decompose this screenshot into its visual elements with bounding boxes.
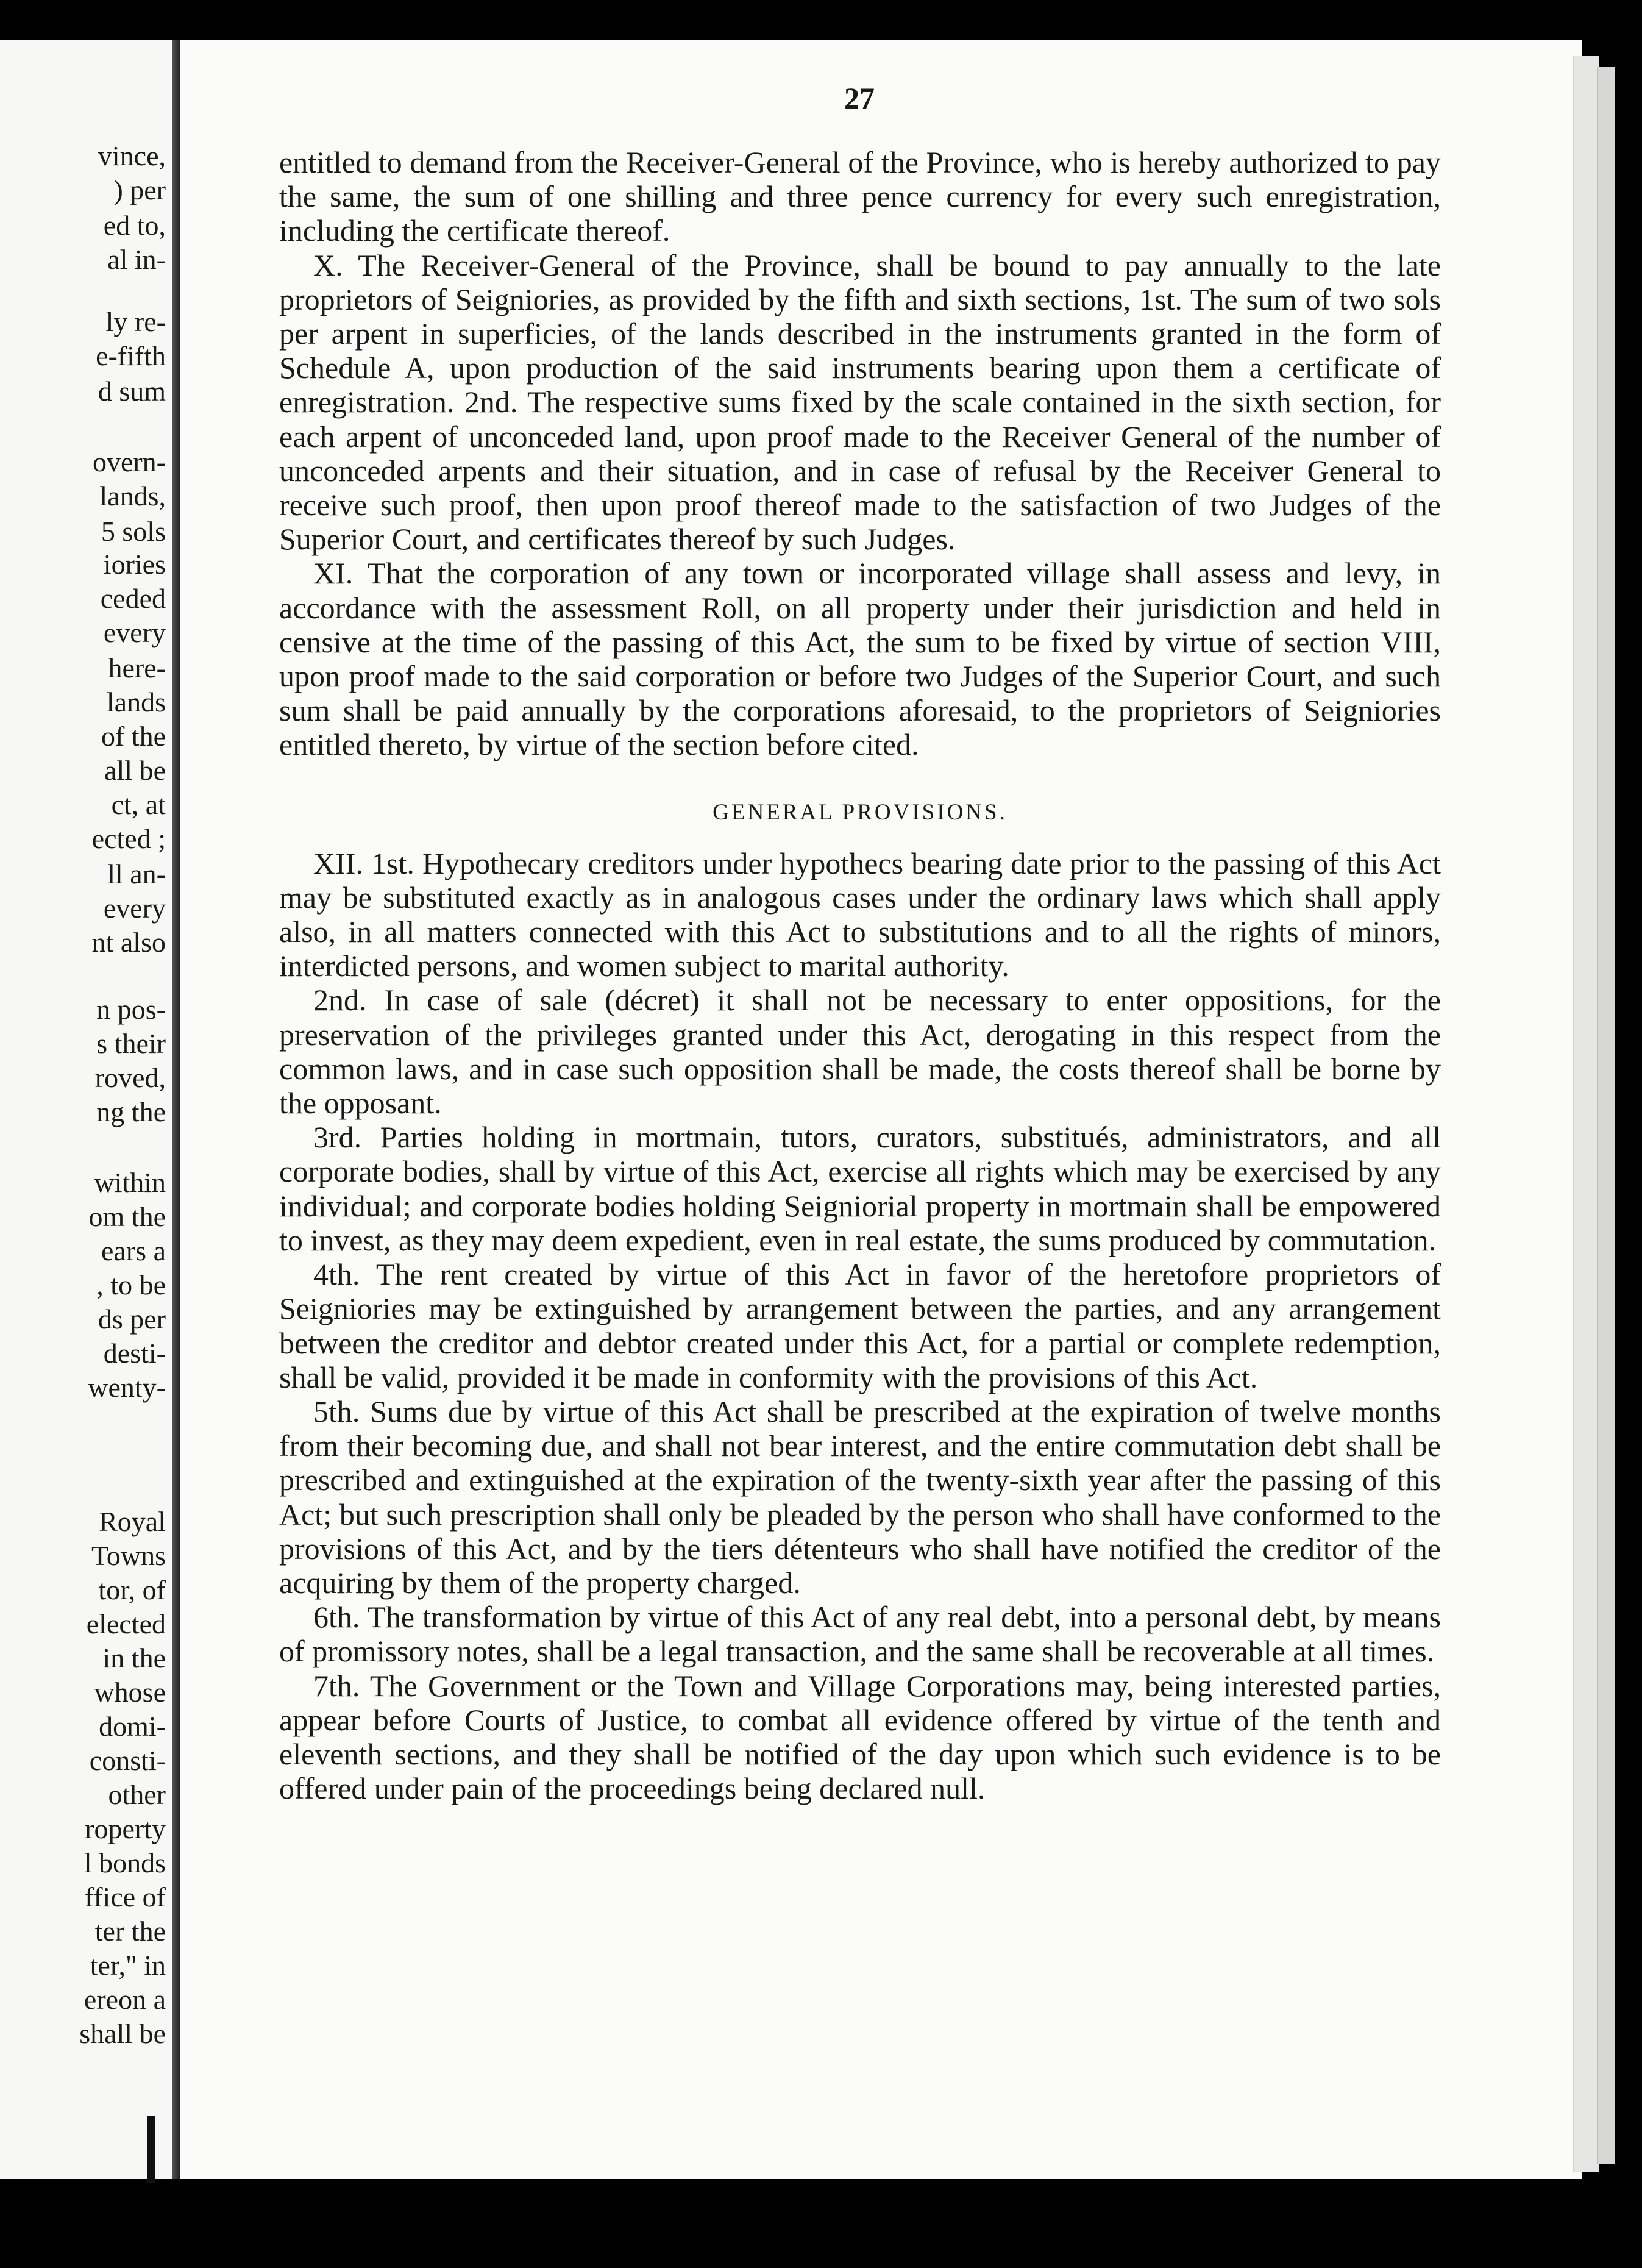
left-page-fragment: e-fifth: [96, 340, 166, 371]
left-page-fragment: ter," in: [90, 1950, 166, 1981]
left-page-fragment: domi-: [99, 1711, 166, 1742]
left-page-fragment: ceded: [100, 583, 166, 614]
left-page-fragment: shall be: [79, 2018, 166, 2049]
left-page-fragment: every: [103, 893, 166, 924]
left-page-fragment: in the: [102, 1642, 166, 1674]
paragraph: 7th. The Government or the Town and Village Corporations may, being interested parties, appear before Courts of Justice, to combat all evidence offered by virtue of the tenth and eleventh sections, and they shall be notified of the day upon which such evidence is to be offered under pain of the proceedings being declared null.: [279, 1668, 1441, 1806]
paragraph: 3rd. Parties holding in mortmain, tutors, curators, substitués, administrators, and all corporate bodies, shall by virtue of this Act, exercise all rights which may be exercised by any individual; and corporate bodies holding Seigniorial property in mortmain shall be empowered to invest, as they may deem expedient, even in real estate, the sums produced by commutation.: [279, 1120, 1441, 1257]
page-number: 27: [844, 81, 875, 115]
left-page-fragment: ected ;: [91, 823, 166, 854]
left-page-fragment: lands: [106, 686, 166, 718]
left-page: [0, 40, 172, 2179]
left-page-fragment: Royal: [99, 1506, 166, 1537]
page-edge: [1573, 56, 1599, 2172]
left-page-fragment: iories: [103, 549, 166, 580]
left-page-fragment: tor, of: [98, 1574, 166, 1605]
left-page-fragment: vince,: [98, 140, 166, 171]
left-page-fragment: roved,: [94, 1062, 166, 1093]
left-page-fragment: ng the: [96, 1096, 166, 1127]
left-page-fragment: ll an-: [107, 858, 166, 890]
left-page-fragment: l bonds: [84, 1847, 166, 1878]
paragraph: 4th. The rent created by virtue of this Act in favor of the heretofore proprietors of Seigniories may be extinguished by arrangement between the parties, and any arrangement between the creditor and debtor created under this Act, for a partial or complete redemption, shall be valid, provided it be made in conformity with the provisions of this Act.: [279, 1257, 1441, 1394]
paragraph: 6th. The transformation by virtue of this Act of any real debt, into a personal debt, by means of promissory notes, shall be a legal transaction, and the same shall be recoverable at all times.: [279, 1600, 1441, 1669]
page-edge: [1597, 67, 1615, 2164]
paragraph: 5th. Sums due by virtue of this Act shall be prescribed at the expiration of twelve months from their becoming due, and shall not bear interest, and the entire commutation debt shall be prescribed and extinguished at the expiration of the twenty-sixth year after the passing of this Act; but such prescription shall only be pleaded by the person who shall have conformed to the provisions of this Act, and by the tiers détenteurs who shall have notified the creditor of the acquiring by them of the property charged.: [279, 1394, 1441, 1600]
left-page-fragment: nt also: [91, 927, 166, 958]
left-page-fragment: wenty-: [88, 1372, 166, 1403]
left-page-fragment: Towns: [91, 1540, 166, 1571]
left-page-fragment: consti-: [89, 1745, 166, 1776]
left-page-fragment: of the: [101, 721, 166, 752]
left-page-fragment: ed to,: [103, 210, 166, 241]
left-page-fragment: all be: [104, 755, 166, 786]
left-page-fragment: 5 sols: [101, 516, 166, 547]
left-page-fragment: overn-: [92, 446, 166, 477]
left-page-fragment: d sum: [98, 376, 166, 407]
left-page-fragment: al in-: [107, 244, 166, 275]
left-page-fragment: ly re-: [105, 306, 166, 337]
left-page-fragment: , to be: [96, 1269, 166, 1300]
paragraph: entitled to demand from the Receiver-General of the Province, who is hereby authorized to pay the same, the sum of one shilling and three pence currency for every such enregistration, including the certificate thereof.: [279, 145, 1441, 248]
paragraph: 2nd. In case of sale (décret) it shall not be necessary to enter oppositions, for the preservation of the privileges granted under this Act, derogating in this respect from the common laws, and in case such opposition shall be made, the costs thereof shall be borne by the opposant.: [279, 983, 1441, 1121]
left-page-fragment: lands,: [99, 480, 166, 512]
left-page-fragment: roperty: [85, 1813, 166, 1844]
spine-mark: [147, 2116, 155, 2183]
left-page-fragment: within: [94, 1167, 166, 1198]
left-page-fragment: om the: [88, 1201, 166, 1232]
section-heading: GENERAL PROVISIONS.: [713, 799, 1008, 825]
paragraph: XI. That the corporation of any town or incorporated village shall assess and levy, in accordance with the assessment Roll, on all property under their jurisdiction and held in censive at the time of the passing of this Act, the sum to be fixed by virtue of section VIII, upon proof made to the said corporation or before two Judges of the Superior Court, and such sum shall be paid annually by the corporations aforesaid, to the proprietors of Seigniories entitled thereto, by virtue of the section before cited.: [279, 556, 1441, 762]
left-page-fragment: ct, at: [111, 789, 166, 820]
left-page-fragment: ereon a: [84, 1984, 166, 2015]
body-text: [279, 145, 1441, 1805]
left-page-fragment: ds per: [98, 1303, 166, 1335]
left-page-fragment: here-: [108, 652, 166, 683]
left-page-fragment: ter the: [94, 1916, 166, 1947]
left-page-fragment: desti-: [103, 1338, 166, 1369]
paragraph: X. The Receiver-General of the Province, shall be bound to pay annually to the late proprietors of Seigniories, as provided by the fifth and sixth sections, 1st. The sum of two sols per arpent in superficies, of the lands described in the instruments granted in the form of Schedule A, upon production of the said instruments bearing upon them a certificate of enregistration. 2nd. The respective sums fixed by the scale contained in the sixth section, for each arpent of unconceded land, upon proof made to the Receiver General of the number of unconceded arpents and their situation, and in case of refusal by the Receiver General to receive such proof, then upon proof thereof made to the satisfaction of two Judges of the Superior Court, and certificates thereof by such Judges.: [279, 248, 1441, 557]
paragraph: XII. 1st. Hypothecary creditors under hypothecs bearing date prior to the passing of this Act may be substituted exactly as in analogous cases under the ordinary laws which shall apply also, in all matters connected with this Act to substitutions and to all the rights of minors, interdicted persons, and women subject to marital authority.: [279, 846, 1441, 983]
left-page-fragment: every: [103, 617, 166, 648]
left-page-fragment: whose: [94, 1677, 166, 1708]
left-page-fragment: ) per: [113, 174, 166, 205]
left-page-fragment: ears a: [101, 1235, 166, 1266]
left-page-fragment: n pos-: [96, 994, 166, 1025]
left-page-fragment: elected: [86, 1608, 166, 1639]
left-page-fragment: other: [108, 1779, 166, 1810]
left-page-fragment: s their: [96, 1028, 166, 1059]
left-page-fragment: ffice of: [84, 1881, 166, 1913]
